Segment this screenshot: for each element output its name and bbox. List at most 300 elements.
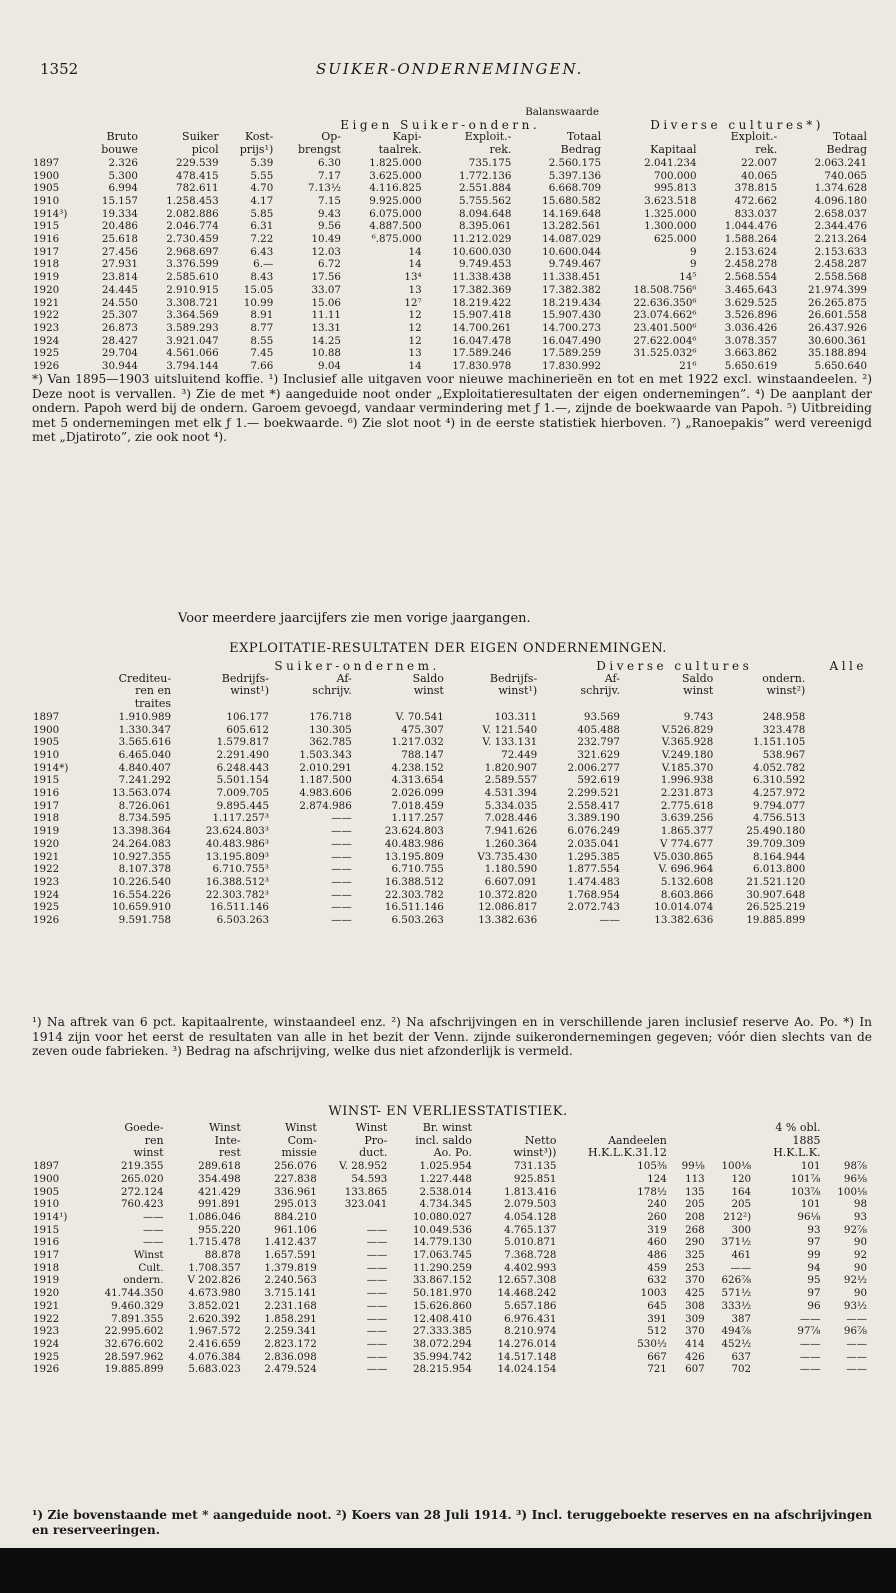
value-cell: 9.794.077 — [752, 799, 806, 812]
column-header: Totaal — [832, 130, 867, 144]
column-header: ren en — [135, 684, 172, 698]
column-header: Winst — [355, 1121, 388, 1134]
year-cell: 1900 — [33, 723, 60, 736]
value-cell: 7.018.459 — [391, 799, 444, 812]
value-cell: 7.66 — [250, 360, 274, 373]
column-header: Bedrag — [560, 143, 602, 157]
column-header: H.K.L.K. — [773, 1146, 821, 1160]
value-cell: 260 — [647, 1210, 667, 1223]
value-cell: 54.593 — [351, 1172, 388, 1185]
value-cell: 10.49 — [311, 233, 341, 246]
value-cell: 2.046.774 — [166, 220, 219, 233]
value-cell: 1.260.364 — [484, 837, 538, 850]
table-row — [30, 736, 870, 749]
note-previous-years: Voor meerdere jaarcijfers zie men vorige jaargangen. — [178, 611, 531, 626]
table-row — [30, 322, 870, 335]
year-cell: 1922 — [33, 309, 60, 322]
value-cell: 4.257.972 — [752, 787, 806, 800]
value-cell: 88.878 — [204, 1249, 241, 1262]
year-cell: 1920 — [33, 837, 60, 850]
value-cell: 6.668.709 — [548, 182, 602, 195]
value-cell: 113 — [685, 1172, 705, 1185]
column-header: Bruto — [106, 130, 138, 144]
value-cell: 4.096.180 — [814, 194, 867, 207]
column-header: ren — [144, 1133, 164, 1147]
value-cell: 19.334 — [101, 207, 138, 220]
value-cell: 33.07 — [311, 283, 341, 296]
value-cell: 1.825.000 — [369, 156, 422, 169]
column-header: Goede- — [124, 1121, 164, 1134]
value-cell: —— — [331, 888, 352, 901]
value-cell: 8.107.378 — [118, 863, 172, 876]
value-cell: —— — [730, 1261, 752, 1274]
column-header: schrijv. — [312, 684, 352, 698]
value-cell: 268 — [685, 1223, 705, 1236]
value-cell: 30.907.648 — [746, 888, 806, 901]
value-cell: 14 — [408, 258, 422, 271]
year-cell: 1900 — [33, 169, 60, 182]
year-cell: 1921 — [33, 296, 60, 309]
value-cell: 1.820.907 — [484, 761, 538, 774]
value-cell: 5.397.136 — [548, 169, 602, 182]
value-cell: 460 — [647, 1236, 667, 1249]
value-cell: 3.625.000 — [369, 169, 422, 182]
value-cell: 12⁷ — [404, 296, 422, 309]
value-cell: 9.04 — [318, 360, 341, 373]
value-cell: 1.187.500 — [299, 774, 352, 787]
value-cell: 645 — [647, 1299, 667, 1312]
value-cell: 32.676.602 — [104, 1337, 164, 1350]
value-cell: 336.961 — [274, 1185, 317, 1198]
year-cell: 1920 — [33, 283, 60, 296]
value-cell: 3.589.293 — [166, 321, 219, 334]
value-cell: 6.710.755³ — [212, 863, 269, 876]
year-cell: 1919 — [33, 825, 60, 838]
table-row — [30, 1249, 870, 1262]
value-cell: 22.007 — [741, 156, 778, 169]
value-cell: 13.31 — [311, 321, 341, 334]
value-cell: 3.389.190 — [567, 812, 620, 825]
value-cell: 97 — [807, 1287, 821, 1300]
value-cell: 219.355 — [120, 1160, 164, 1173]
value-cell: 4.70 — [250, 182, 274, 195]
value-cell: 9.591.758 — [118, 914, 172, 927]
value-cell: 23.401.500⁶ — [633, 321, 697, 334]
value-cell: 98⅞ — [843, 1160, 867, 1173]
value-cell: 24.445 — [101, 283, 138, 296]
value-cell: 788.147 — [401, 748, 444, 761]
value-cell: 6.43 — [250, 245, 274, 258]
value-cell — [320, 1211, 391, 1224]
value-cell: 2.079.503 — [504, 1198, 557, 1211]
value-cell: 205 — [685, 1198, 705, 1211]
column-header — [355, 698, 447, 711]
group-header-eigen-suiker: Eigen Suiker-ondern. — [340, 117, 541, 132]
table-row — [30, 297, 870, 310]
value-cell: 1.708.357 — [188, 1261, 241, 1274]
table-row — [30, 1173, 870, 1186]
value-cell: 35.994.742 — [412, 1350, 472, 1363]
column-header: Bedrag — [826, 143, 867, 157]
value-cell: 7.009.705 — [216, 787, 269, 800]
value-cell: 2.730.459 — [166, 233, 219, 246]
table-row — [30, 208, 870, 221]
page-header — [32, 60, 872, 82]
value-cell: 4.313.654 — [391, 774, 444, 787]
year-cell: 1900 — [33, 1172, 60, 1185]
value-cell: 176.718 — [309, 710, 352, 723]
value-cell: 6.013.800 — [752, 863, 806, 876]
table-row — [30, 800, 870, 813]
value-cell: 2.063.241 — [814, 156, 867, 169]
value-cell: 702 — [731, 1363, 752, 1376]
value-cell: 135 — [685, 1185, 705, 1198]
value-cell: 1.715.478 — [188, 1236, 241, 1249]
value-cell: 1.217.032 — [391, 736, 444, 749]
value-cell: 2.620.392 — [188, 1312, 241, 1325]
column-header: Crediteu- — [118, 671, 172, 685]
value-cell: 7.13½ — [308, 182, 341, 195]
value-cell: 625.000 — [653, 233, 697, 246]
value-cell: 8.210.974 — [504, 1325, 557, 1338]
value-cell: 925.851 — [513, 1172, 557, 1185]
value-cell: 19.885.899 — [746, 914, 806, 927]
value-cell: 14.25 — [311, 334, 341, 347]
value-cell: 9.749.467 — [548, 258, 602, 271]
year-cell: 1921 — [33, 1299, 60, 1312]
year-cell: 1918 — [33, 258, 60, 271]
column-header: traites — [134, 697, 172, 711]
table-row — [30, 1224, 870, 1237]
value-cell: 130.305 — [309, 723, 352, 736]
value-cell: 2.658.037 — [814, 207, 867, 220]
value-cell: 20.486 — [101, 220, 138, 233]
value-cell: 2.213.264 — [814, 233, 867, 246]
value-cell: 25.490.180 — [746, 825, 806, 838]
value-cell: 782.611 — [176, 182, 219, 195]
value-cell: 4.238.152 — [391, 761, 444, 774]
value-cell: 2.035.041 — [567, 837, 620, 850]
value-cell: 3.565.616 — [118, 736, 172, 749]
value-cell: 2.153.633 — [814, 245, 867, 258]
value-cell: 18.219.422 — [452, 296, 512, 309]
value-cell: Winst — [133, 1249, 164, 1262]
value-cell: 16.511.146 — [210, 901, 269, 914]
value-cell: 3.639.256 — [660, 812, 714, 825]
value-cell: 626⅞ — [721, 1274, 752, 1287]
value-cell: 3.376.599 — [166, 258, 219, 271]
value-cell: 14 — [408, 245, 422, 258]
value-cell: 13.195.809³ — [205, 850, 269, 863]
value-cell: 1.086.046 — [188, 1210, 241, 1223]
value-cell: —— — [331, 914, 352, 927]
value-cell: 3.921.047 — [166, 334, 219, 347]
value-cell: V.365.928 — [661, 736, 714, 749]
table-row — [30, 1363, 870, 1376]
value-cell: 4.402.993 — [504, 1261, 557, 1274]
value-cell: 1.117.257³ — [212, 812, 269, 825]
value-cell: —— — [142, 1236, 164, 1249]
value-cell: V3.735.430 — [477, 850, 538, 863]
value-cell: —— — [366, 1363, 388, 1376]
value-cell: 323.041 — [344, 1198, 388, 1211]
column-header: Winst — [284, 1121, 317, 1134]
value-cell: 95 — [807, 1274, 821, 1287]
value-cell: 14.700.273 — [542, 321, 602, 334]
value-cell: —— — [366, 1249, 388, 1262]
value-cell: 6.310.592 — [752, 774, 806, 787]
value-cell: —— — [366, 1287, 388, 1300]
value-cell: 378.815 — [734, 182, 778, 195]
value-cell: 10.659.910 — [112, 901, 172, 914]
year-cell: 1917 — [33, 799, 60, 812]
table-row — [30, 914, 870, 927]
value-cell: 21⁶ — [679, 360, 697, 373]
value-cell: V.185.370 — [661, 761, 714, 774]
table-row — [30, 749, 870, 762]
value-cell: 1.588.264 — [724, 233, 778, 246]
value-cell: 8.094.648 — [458, 207, 512, 220]
value-cell: 98 — [853, 1198, 867, 1211]
value-cell: 13.382.636 — [478, 914, 538, 927]
value-cell: 1.025.954 — [419, 1160, 472, 1173]
column-header: Pro- — [364, 1133, 388, 1147]
value-cell: 1.227.448 — [419, 1172, 472, 1185]
value-cell: 256.076 — [274, 1160, 317, 1173]
year-cell: 1916 — [33, 233, 60, 246]
table-row — [30, 182, 870, 195]
value-cell: 6.607.091 — [484, 875, 538, 888]
value-cell: —— — [331, 812, 352, 825]
value-cell: 9.743 — [683, 710, 714, 723]
value-cell: 607 — [685, 1363, 705, 1376]
column-header: Kapi- — [392, 130, 422, 144]
value-cell: 2.551.884 — [458, 182, 512, 195]
column-header — [174, 698, 272, 711]
value-cell: 8.734.595 — [118, 812, 172, 825]
value-cell: 1.996.938 — [660, 774, 714, 787]
value-cell: 15.680.582 — [542, 194, 602, 207]
table-row — [30, 863, 870, 876]
column-header: ondern. — [762, 671, 806, 685]
value-cell: V.249.180 — [661, 748, 714, 761]
value-cell: 2.479.524 — [264, 1363, 317, 1376]
value-cell: 50.181.970 — [412, 1287, 472, 1300]
value-cell: 735.175 — [468, 156, 512, 169]
value-cell: 5.39 — [250, 156, 274, 169]
value-cell: —— — [366, 1337, 388, 1350]
value-cell: 248.958 — [762, 710, 806, 723]
column-header: winst²) — [766, 684, 806, 698]
value-cell: 1.325.000 — [644, 207, 697, 220]
value-cell: 1003 — [640, 1287, 667, 1300]
column-header: Suiker — [182, 130, 219, 144]
table-row — [30, 1325, 870, 1338]
value-cell: 414 — [685, 1337, 705, 1350]
year-cell: 1922 — [33, 1312, 60, 1325]
value-cell: 2.910.915 — [166, 283, 219, 296]
column-header — [559, 1122, 669, 1135]
value-cell: 7.368.728 — [504, 1249, 557, 1262]
value-cell: 17.382.369 — [452, 283, 512, 296]
year-cell: 1924 — [33, 1337, 60, 1350]
column-header — [708, 1147, 754, 1160]
value-cell: 93.569 — [583, 710, 620, 723]
column-header: winst¹) — [498, 684, 538, 698]
value-cell: 12.657.308 — [497, 1274, 557, 1287]
year-cell: 1918 — [33, 812, 60, 825]
value-cell: 8.55 — [250, 334, 274, 347]
value-cell: —— — [331, 875, 352, 888]
value-cell: 17.382.382 — [542, 283, 602, 296]
value-cell: 7.22 — [250, 233, 274, 246]
value-cell: V. 28.952 — [339, 1160, 388, 1173]
column-header — [708, 1122, 754, 1135]
column-header — [670, 1122, 708, 1135]
value-cell: 18.219.434 — [542, 296, 602, 309]
header-row-3 — [30, 1147, 870, 1160]
year-cell: 1919 — [33, 271, 60, 284]
value-cell: 24.264.083 — [112, 837, 172, 850]
table-row — [30, 195, 870, 208]
value-cell: 13.195.809 — [384, 850, 444, 863]
value-cell: 1.330.347 — [118, 723, 172, 736]
value-cell: 15.907.418 — [452, 309, 512, 322]
value-cell: 325 — [685, 1249, 705, 1262]
value-cell: 40.065 — [741, 169, 778, 182]
value-cell: 16.047.490 — [542, 334, 602, 347]
column-header: incl. saldo — [415, 1133, 472, 1147]
value-cell: 1.967.572 — [188, 1325, 241, 1338]
value-cell: 1.813.416 — [504, 1185, 557, 1198]
value-cell: 8.91 — [250, 309, 274, 322]
column-header: taalrek. — [378, 143, 422, 157]
profit-loss-table — [30, 1122, 870, 1376]
value-cell: 10.049.536 — [412, 1223, 472, 1236]
value-cell: 7.15 — [318, 194, 341, 207]
value-cell: 5.85 — [250, 207, 274, 220]
value-cell: —— — [799, 1337, 821, 1350]
value-cell: 22.303.782 — [384, 888, 444, 901]
value-cell: 1.300.000 — [644, 220, 697, 233]
table-row — [30, 360, 870, 373]
value-cell: 40.483.986 — [384, 837, 444, 850]
value-cell: 9.56 — [318, 220, 341, 233]
value-cell: 13 — [408, 283, 422, 296]
table-row — [30, 1338, 870, 1351]
table-row — [30, 1211, 870, 1224]
value-cell: 27.333.385 — [412, 1325, 472, 1338]
value-cell: 17.589.259 — [542, 347, 602, 360]
value-cell: 25.618 — [101, 233, 138, 246]
column-header: 1885 — [792, 1133, 821, 1147]
value-cell: 33.867.152 — [412, 1274, 472, 1287]
balance-table — [30, 106, 870, 373]
value-cell: 370 — [685, 1325, 705, 1338]
value-cell: 2.589.557 — [484, 774, 538, 787]
value-cell: 72.449 — [501, 748, 538, 761]
value-cell: 4.887.500 — [369, 220, 422, 233]
column-header: Kapitaal — [650, 143, 697, 157]
value-cell: 229.539 — [176, 156, 219, 169]
column-header: winst¹) — [230, 684, 269, 698]
value-cell: 426 — [685, 1350, 705, 1363]
value-cell: —— — [142, 1210, 164, 1223]
year-cell: 1923 — [33, 875, 60, 888]
value-cell: 10.99 — [243, 296, 274, 309]
column-header: rek. — [755, 143, 778, 157]
year-cell: 1914*) — [33, 761, 69, 774]
value-cell: —— — [846, 1337, 867, 1350]
value-cell: 90 — [853, 1287, 867, 1300]
value-cell: 9 — [689, 245, 697, 258]
year-cell: 1917 — [33, 245, 60, 258]
year-cell: 1914³) — [33, 207, 68, 220]
value-cell: 103⅞ — [790, 1185, 821, 1198]
value-cell: 2.344.476 — [814, 220, 867, 233]
value-cell: —— — [846, 1363, 867, 1376]
value-cell: 23.814 — [101, 271, 138, 284]
year-cell: 1910 — [33, 194, 60, 207]
value-cell: 13⁴ — [404, 271, 422, 284]
value-cell: 1.503.343 — [299, 748, 352, 761]
table-row — [30, 170, 870, 183]
value-cell: 370 — [685, 1274, 705, 1287]
column-header: Exploit.- — [464, 130, 512, 144]
value-cell: —— — [366, 1299, 388, 1312]
value-cell: 41.744.350 — [104, 1287, 164, 1300]
header-row-2 — [30, 144, 870, 157]
value-cell: 97 — [807, 1236, 821, 1249]
value-cell: 6.31 — [250, 220, 274, 233]
value-cell: —— — [331, 863, 352, 876]
column-header — [716, 698, 808, 711]
value-cell: 300 — [731, 1223, 752, 1236]
table-row — [30, 812, 870, 825]
value-cell: 8.164.944 — [752, 850, 806, 863]
value-cell: 3.623.518 — [644, 194, 697, 207]
table-row — [30, 762, 870, 775]
group-header-suiker-ondernem: Suiker-ondernem. — [274, 659, 440, 673]
value-cell: 4.673.980 — [188, 1287, 241, 1300]
value-cell: 30.944 — [101, 360, 138, 373]
column-header — [272, 698, 355, 711]
value-cell: 23.074.662⁶ — [633, 309, 697, 322]
value-cell: 93 — [853, 1210, 867, 1223]
table-row — [30, 724, 870, 737]
value-cell: 12 — [408, 321, 422, 334]
value-cell: 461 — [731, 1249, 752, 1262]
value-cell: 721 — [647, 1363, 667, 1376]
value-cell: 22.636.350⁶ — [633, 296, 697, 309]
value-cell: 29.704 — [101, 347, 138, 360]
value-cell: 93 — [807, 1223, 821, 1236]
column-header — [540, 698, 623, 711]
value-cell: 164 — [731, 1185, 752, 1198]
value-cell: 295.013 — [274, 1198, 317, 1211]
value-cell: 208 — [685, 1210, 705, 1223]
value-cell: 21.974.399 — [808, 283, 867, 296]
value-cell: 253 — [685, 1261, 705, 1274]
column-header: Com- — [287, 1133, 317, 1147]
value-cell: 14.517.148 — [497, 1350, 557, 1363]
value-cell: 2.823.172 — [264, 1337, 317, 1350]
value-cell: 8.43 — [250, 271, 274, 284]
value-cell: 24.550 — [101, 296, 138, 309]
value-cell: 9.925.000 — [369, 194, 422, 207]
column-header: Af- — [336, 671, 352, 685]
value-cell: 97⅞ — [797, 1325, 821, 1338]
